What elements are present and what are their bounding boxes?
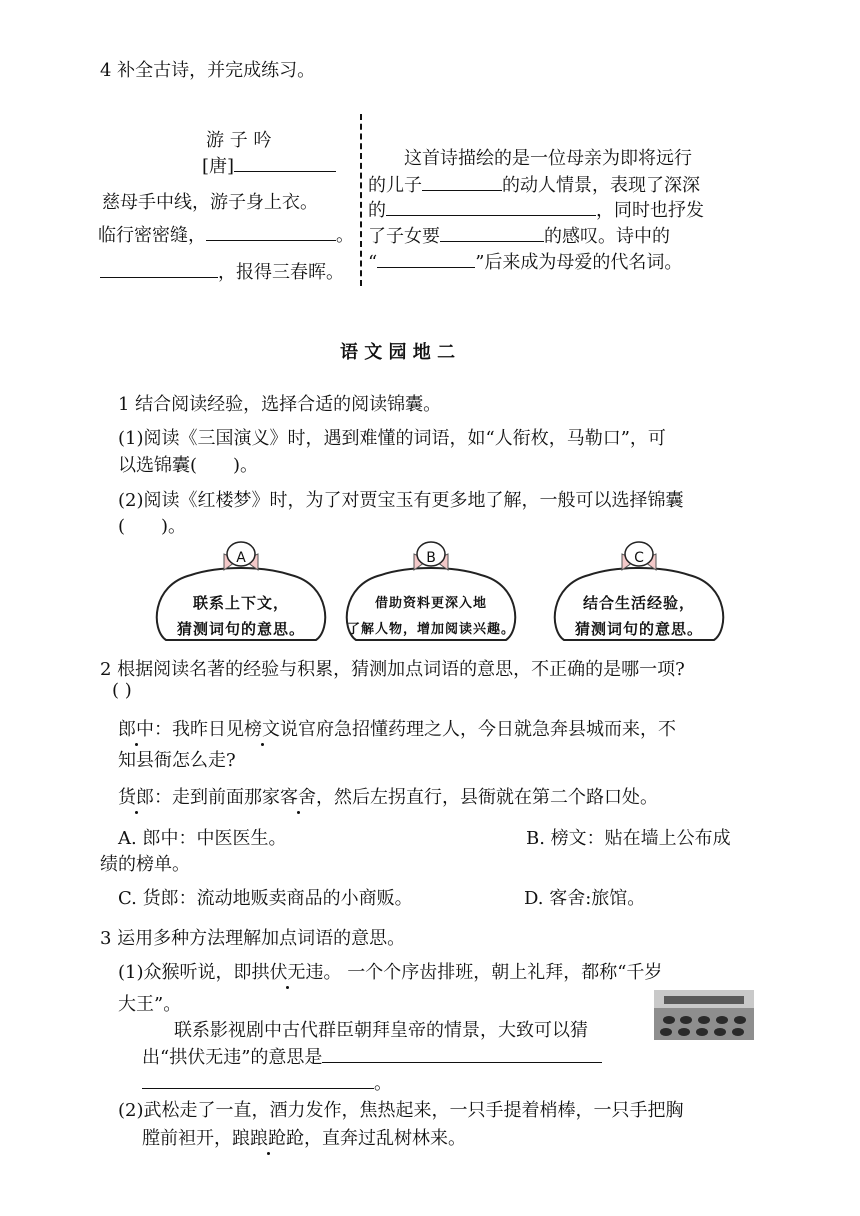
desc-blank-3[interactable] (440, 223, 544, 242)
q3-blank-2[interactable] (142, 1070, 374, 1089)
q3-hint-line-2: 出“拱伏无违”的意思是 (142, 1043, 602, 1069)
court-scene-photo (654, 990, 754, 1040)
desc-line-4: 了子女要 的感叹。诗中的 (368, 222, 670, 248)
desc-line-1: 这首诗描绘的是一位母亲为即将远行 (404, 148, 692, 169)
dialogue-1-line-1: 郎中：我昨日见榜文说官府急招懂药理之人，今日就急奔县城而来，不 (118, 719, 676, 740)
q1-part-2-line-2: ( )。 (118, 516, 187, 537)
dialogue-2: 货郎：走到前面那家客舍，然后左拐直行，县衙就在第二个路口处。 (118, 787, 658, 808)
bag-a-text-1: 联系上下文， (192, 594, 289, 612)
tip-bag-c (544, 540, 734, 650)
poem-dynasty: [唐] (202, 152, 336, 178)
poem-blank-1[interactable] (206, 222, 336, 241)
desc-line-3: 的 ，同时也抒发 (368, 196, 704, 222)
desc-blank-1[interactable] (422, 172, 502, 191)
q3-part-1-line-2: 大王”。 (118, 994, 182, 1015)
option-d: D. 客舍:旅馆。 (524, 888, 646, 909)
q3-hint-line-3: 。 (142, 1069, 392, 1095)
poem-line-1: 慈母手中线，游子身上衣。 (102, 192, 318, 213)
poem-title: 游 子 吟 (206, 130, 272, 151)
bag-b-text-2: 了解人物，增加阅读兴趣。 (346, 622, 515, 637)
bag-c-label: C (634, 550, 644, 566)
option-b: B. 榜文：贴在墙上公布成 (526, 828, 731, 849)
question-2-title: 2 根据阅读名著的经验与积累，猜测加点词语的意思，不正确的是哪一项? (100, 659, 685, 680)
q2-answer-paren[interactable]: ( ) (112, 680, 132, 701)
option-b-continued: 绩的榜单。 (100, 854, 190, 875)
author-blank[interactable] (234, 153, 336, 172)
bag-c-text-2: 猜测词句的意思。 (574, 620, 703, 638)
poem-blank-2[interactable] (100, 259, 218, 278)
desc-line-5: “ ”后来成为母爱的代名词。 (368, 248, 682, 274)
question-3-title: 3 运用多种方法理解加点词语的意思。 (100, 928, 406, 949)
section-title: 语 文 园 地 二 (340, 342, 456, 363)
option-a: A. 郎中：中医医生。 (118, 828, 287, 849)
q3-part-1-line-1: (1)众猴听说，即拱伏无违。 一个个序齿排班，朝上礼拜，都称“千岁 (118, 962, 663, 983)
question-1-title: 1 结合阅读经验，选择合适的阅读锦囊。 (118, 394, 442, 415)
poem-line-2: 临行密密缝， 。 (98, 221, 354, 247)
q3-hint-line-1: 联系影视剧中古代群臣朝拜皇帝的情景，大致可以猜 (174, 1020, 588, 1041)
q3-part-2-line-2: 膛前袒开，踉踉跄跄，直奔过乱树林来。 (142, 1128, 466, 1149)
bag-b-label: B (426, 550, 436, 566)
tip-bag-a (146, 540, 336, 650)
q1-part-2-line-1: (2)阅读《红楼梦》时，为了对贾宝玉有更多地了解，一般可以选择锦囊 (118, 490, 684, 511)
q3-part-2-line-1: (2)武松走了一直，酒力发作，焦热起来，一只手提着梢棒，一只手把胸 (118, 1100, 684, 1121)
desc-blank-4[interactable] (377, 249, 475, 268)
bag-b-text-1: 借助资料更深入地 (374, 596, 487, 611)
option-c: C. 货郎：流动地贩卖商品的小商贩。 (118, 888, 413, 909)
bag-a-label: A (236, 550, 246, 566)
dialogue-1-line-2: 知县衙怎么走? (118, 750, 236, 771)
poem-line-3: ，报得三春晖。 (100, 258, 344, 284)
divider-line (360, 114, 362, 286)
q1-part-1-line-2: 以选锦囊( )。 (118, 455, 259, 476)
desc-line-2: 的儿子 的动人情景，表现了深深 (368, 171, 700, 197)
desc-blank-2[interactable] (386, 197, 596, 216)
q1-part-1-line-1: (1)阅读《三国演义》时，遇到难懂的词语，如“人衔枚，马勒口”，可 (118, 428, 666, 449)
question-4-title: 4 补全古诗，并完成练习。 (100, 60, 316, 81)
bag-a-text-2: 猜测词句的意思。 (176, 620, 305, 638)
tip-bag-b (336, 540, 526, 650)
bag-c-text-1: 结合生活经验， (582, 594, 695, 612)
q3-blank-1[interactable] (322, 1044, 602, 1063)
